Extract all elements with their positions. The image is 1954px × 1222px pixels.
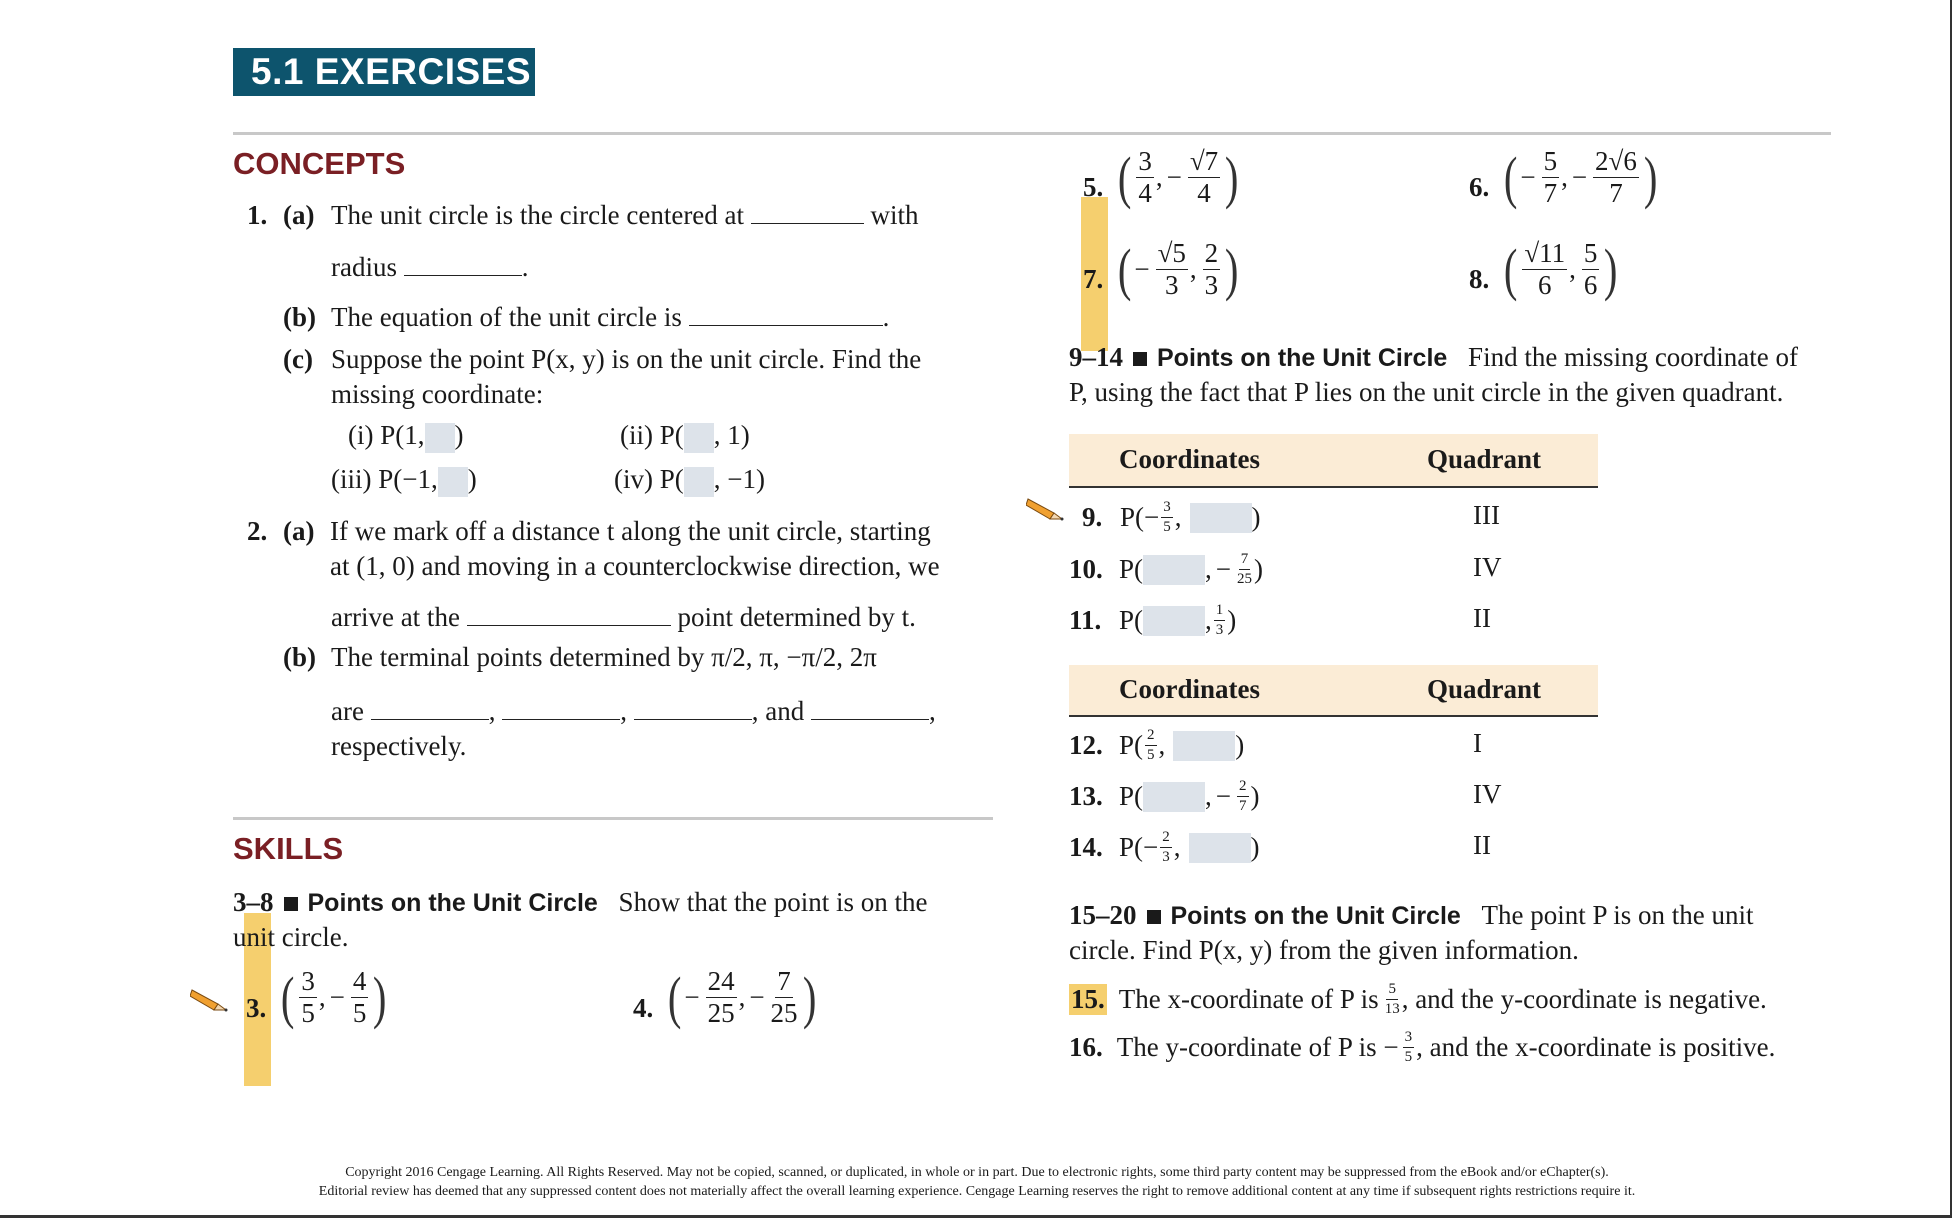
right-paren: ) (802, 964, 816, 1030)
concepts-heading: CONCEPTS (233, 146, 406, 181)
right-paren: ) (1604, 236, 1618, 302)
table-row: 12. P( $\frac{2}{5}$ , ) (1069, 727, 1245, 763)
q2b-text-1: The terminal points determined by π/2, π, −π/2, 2π (331, 642, 877, 672)
q2a-text-3a: arrive at the (331, 602, 460, 632)
column-header-quadrant: Quadrant (1427, 444, 1542, 474)
p15-number: 15. (1071, 984, 1105, 1014)
numerator: √7 (1189, 146, 1219, 176)
answer-box[interactable] (438, 467, 468, 497)
denominator: 3 (1162, 849, 1170, 865)
point-label: P( (1119, 554, 1144, 584)
fraction (1203, 240, 1221, 299)
quadrant-cell: II (1473, 830, 1491, 860)
p7-number: 7. (1083, 264, 1104, 294)
copyright-line-2: Editorial review has deemed that any suppressed content does not materially affect the overall learning experience. Cengage Learning reserves the right to remove additional content at any time if subsequent rights restrictions require it. (318, 1184, 1636, 1199)
square-bullet-icon (1133, 352, 1147, 366)
problem-16 (1069, 1030, 1775, 1065)
denominator: 5 (1147, 747, 1155, 763)
p3-point (278, 964, 390, 1030)
answer-box[interactable] (425, 423, 455, 453)
column-header-coordinates: Coordinates (1119, 444, 1260, 474)
q2b-blank-2[interactable] (502, 697, 620, 720)
q2a-text-1: If we mark off a distance t along the unit circle, starting (330, 516, 931, 546)
table-header (1069, 665, 1598, 717)
denominator: 25 (707, 998, 735, 1028)
numerator: 3 (1403, 1030, 1415, 1048)
numerator: 2 (1237, 779, 1249, 797)
point-label: P( (1120, 502, 1145, 532)
p7-point (1115, 236, 1241, 302)
fraction (299, 968, 317, 1027)
quadrant-cell: IV (1473, 552, 1502, 582)
q1a-label: (a) (283, 200, 315, 230)
left-paren: ( (1503, 236, 1518, 302)
left-paren: ( (1117, 236, 1132, 302)
comma: , (738, 982, 746, 1012)
q2b-blank-1[interactable] (371, 697, 489, 720)
denominator: 6 (1537, 270, 1552, 300)
q1c-iv (614, 464, 765, 497)
minus: − (749, 982, 765, 1012)
p16-text-2: , and the x-coordinate is positive. (1416, 1032, 1776, 1062)
minus: − (1166, 162, 1182, 192)
group-9-14-heading (1069, 342, 1798, 373)
minus: − (1520, 162, 1536, 192)
group-9-14-text-2: P, using the fact that P lies on the unit circle in the given quadrant. (1069, 377, 1784, 407)
minus: − (1571, 162, 1588, 192)
q1c-i-text: (i) P(1, (348, 420, 425, 450)
q2a-text-3b: point determined by t. (677, 602, 916, 632)
q2b-text-3: respectively. (331, 731, 467, 761)
minus: − (1215, 781, 1231, 811)
fraction (1214, 603, 1226, 638)
point-label: P( (1119, 730, 1144, 760)
fraction (706, 968, 737, 1027)
p5-number: 5. (1083, 172, 1104, 202)
fraction (1188, 148, 1220, 207)
denominator: 7 (1543, 178, 1558, 208)
q1c-iv-end: , −1) (713, 464, 765, 494)
q1c-text-1: Suppose the point P(x, y) is on the unit circle. Find the (331, 344, 922, 374)
denominator: 13 (1384, 1001, 1400, 1017)
fraction (1403, 1030, 1415, 1065)
p6-number: 6. (1469, 172, 1490, 202)
pencil-icon[interactable] (1026, 497, 1066, 523)
denominator: 5 (1163, 519, 1171, 535)
answer-box[interactable] (1173, 731, 1235, 761)
fraction (1156, 240, 1188, 299)
q1a-text-1: The unit circle is the circle centered at (331, 200, 745, 230)
point-label: P( (1119, 781, 1144, 811)
table-header (1069, 434, 1598, 488)
numerator: 3 (301, 966, 315, 996)
fraction (1522, 240, 1567, 299)
numerator: 2 (1160, 830, 1172, 848)
fraction (771, 968, 798, 1027)
minus: − (1134, 254, 1150, 284)
numerator: 1 (1214, 603, 1226, 621)
group-9-14-text-1: Find the missing coordinate of (1468, 342, 1799, 372)
comma: , (1155, 162, 1163, 192)
p4-point (665, 964, 819, 1030)
group-3-8-range: 3–8 (233, 887, 274, 917)
point-label: P( (1119, 605, 1144, 635)
point-label: P( (1119, 832, 1144, 862)
p8-point (1501, 236, 1621, 302)
minus: − (684, 982, 700, 1012)
q1c-text-2: missing coordinate: (331, 379, 544, 409)
page-title: 5.1 EXERCISES (233, 48, 535, 96)
denominator: 7 (1609, 178, 1623, 208)
group-15-20-text-1: The point P is on the unit (1481, 900, 1754, 930)
numerator: 5 (1386, 982, 1398, 1000)
top-rule (233, 132, 1831, 135)
numerator: 2 (1204, 238, 1219, 268)
answer-box[interactable] (1189, 833, 1251, 863)
skills-heading: SKILLS (233, 831, 344, 866)
p4-number: 4. (633, 993, 654, 1023)
q1b-label: (b) (283, 302, 316, 332)
answer-box[interactable] (1143, 555, 1205, 585)
q1b-text-main: The equation of the unit circle is (331, 302, 682, 332)
q2a-text-2: at (1, 0) and moving in a counterclockwise direction, we (330, 551, 940, 581)
left-paren: ( (280, 964, 295, 1030)
fraction (1582, 240, 1600, 299)
denominator: 4 (1197, 178, 1211, 208)
answer-box[interactable] (684, 467, 714, 497)
fraction (1160, 830, 1172, 865)
group-15-20-title: Points on the Unit Circle (1170, 902, 1461, 930)
fraction (1145, 728, 1157, 763)
row-number: 9. (1082, 502, 1103, 532)
fraction (1237, 552, 1252, 587)
group-3-8-text-1: Show that the point is on the (618, 887, 928, 917)
answer-box[interactable] (1190, 503, 1252, 533)
q2b-blank-3[interactable] (634, 697, 752, 720)
p5-point (1115, 144, 1241, 210)
table-row: 11. P( , $\frac{1}{3}$ ) (1069, 602, 1237, 638)
table-row: 13. P( , − $\frac{2}{7}$ ) (1069, 778, 1260, 814)
table-row: 9. P( − $\frac{3}{5}$ , ) (1082, 499, 1261, 535)
q1a-radius: radius . (331, 252, 529, 282)
denominator: 3 (1164, 270, 1179, 300)
numerator: 4 (352, 966, 367, 996)
quadrant-cell: III (1473, 500, 1500, 530)
q1a-text-2: with (870, 200, 919, 230)
p6-point (1501, 144, 1660, 210)
numerator: √5 (1157, 238, 1186, 268)
answer-box[interactable] (684, 423, 714, 453)
q1b-text: The equation of the unit circle is . (331, 302, 890, 332)
q1a-blank-radius[interactable] (404, 253, 522, 276)
fraction (1237, 779, 1249, 814)
denominator: 5 (301, 998, 315, 1028)
p15-text-2: , and the y-coordinate is negative. (1401, 984, 1767, 1014)
q1c-iii-close: ) (467, 464, 477, 494)
numerator: 3 (1161, 500, 1173, 518)
q1a-blank-center[interactable] (751, 201, 864, 224)
group-15-20-heading (1069, 900, 1754, 931)
q1c-ii-text: (ii) P( (620, 420, 684, 450)
left-paren: ( (1117, 144, 1132, 210)
denominator: 5 (1404, 1049, 1413, 1065)
left-paren: ( (667, 964, 682, 1030)
p3-number: 3. (246, 993, 267, 1023)
q1c-i-close: ) (454, 420, 464, 450)
denominator: 25 (1237, 571, 1252, 587)
problem-15 (1069, 982, 1767, 1017)
q2a-label: (a) (283, 516, 315, 546)
minus: − (1143, 832, 1159, 862)
right-paren: ) (1225, 236, 1239, 302)
q2a-blank[interactable] (467, 603, 671, 626)
comma: , (1189, 254, 1197, 284)
q1c-ii-end: , 1) (713, 420, 750, 450)
fraction (1161, 500, 1173, 535)
right-paren: ) (1643, 144, 1658, 210)
row-number: 14. (1069, 832, 1103, 862)
p16-text-1: The y-coordinate of P is − (1116, 1032, 1399, 1062)
minus: − (1215, 554, 1231, 584)
numerator: 5 (1583, 238, 1598, 268)
row-number: 11. (1069, 605, 1102, 635)
answer-box[interactable] (1143, 606, 1205, 636)
denominator: 3 (1204, 270, 1219, 300)
pencil-icon[interactable] (190, 988, 230, 1014)
q2a-text-3 (331, 602, 916, 633)
p16-number: 16. (1069, 1032, 1103, 1062)
answer-box[interactable] (1143, 782, 1205, 812)
p8-number: 8. (1469, 264, 1490, 294)
q1c-iii-text: (iii) P(−1, (331, 464, 438, 494)
group-15-20-text-2: circle. Find P(x, y) from the given information. (1069, 935, 1579, 965)
denominator: 3 (1215, 622, 1224, 638)
left-paren: ( (1503, 144, 1518, 210)
q2-number: 2. (247, 516, 268, 546)
denominator: 25 (770, 998, 798, 1028)
numerator: √11 (1524, 238, 1566, 268)
denominator: 7 (1239, 798, 1247, 814)
table-row: 14. P( − $\frac{2}{3}$ , ) (1069, 829, 1260, 865)
q1c-iv-text: (iv) P( (614, 464, 684, 494)
denominator: 5 (352, 998, 367, 1028)
q2b-and: , and (751, 696, 805, 726)
row-number: 12. (1069, 730, 1103, 760)
comma: , (1561, 162, 1568, 192)
denominator: 6 (1583, 270, 1598, 300)
square-bullet-icon (1147, 910, 1161, 924)
q2b-label: (b) (283, 642, 316, 672)
right-paren: ) (1225, 144, 1239, 210)
numerator: 7 (1239, 552, 1251, 570)
group-3-8-title: Points on the Unit Circle (307, 889, 598, 917)
right-paren: ) (373, 964, 387, 1030)
numerator: 2 (1145, 728, 1157, 746)
quadrant-cell: I (1473, 728, 1482, 758)
column-header-quadrant: Quadrant (1427, 674, 1542, 704)
q2b-blank-4[interactable] (811, 697, 929, 720)
fraction (351, 968, 369, 1027)
skills-rule (233, 817, 993, 820)
q1c-i (348, 420, 464, 453)
q1c-label: (c) (283, 344, 313, 374)
comma: , (318, 982, 326, 1012)
q1-number: 1. (247, 200, 268, 230)
quadrant-cell: II (1473, 603, 1491, 633)
numerator: 3 (1138, 146, 1152, 176)
q1c-iii (331, 464, 477, 497)
fraction (1136, 148, 1154, 207)
q2b-are: are (331, 696, 364, 726)
numerator: 5 (1543, 146, 1558, 176)
minus: − (1144, 502, 1160, 532)
q1a-radius-label: radius (331, 252, 397, 282)
p15-text-1: The x-coordinate of P is (1118, 984, 1379, 1014)
row-number: 10. (1069, 554, 1103, 584)
numerator: 7 (777, 966, 791, 996)
group-9-14-title: Points on the Unit Circle (1157, 344, 1448, 372)
fraction (1385, 982, 1400, 1017)
quadrant-cell: IV (1473, 779, 1502, 809)
comma: , (1569, 254, 1576, 284)
group-9-14-range: 9–14 (1069, 342, 1123, 372)
copyright-line-1: Copyright 2016 Cengage Learning. All Rights Reserved. May not be copied, scanned, or duplicated, in whole or in part. Due to electronic rights, some third party content may be suppressed from the eBook and/or eChapter(s). (345, 1165, 1609, 1180)
table-row: 10. P( , − $\frac{7}{25}$ ) (1069, 551, 1263, 587)
group-15-20-range: 15–20 (1069, 900, 1137, 930)
q1c-ii (620, 420, 750, 453)
denominator: 4 (1138, 178, 1152, 208)
group-3-8-heading (233, 887, 928, 918)
q1b-blank[interactable] (689, 303, 883, 326)
column-header-coordinates: Coordinates (1119, 674, 1260, 704)
row-number: 13. (1069, 781, 1103, 811)
q2b-text-2: are , , , and , (331, 696, 936, 726)
fraction (1542, 148, 1560, 207)
numerator: 24 (707, 966, 735, 996)
q1a-text (331, 200, 919, 231)
fraction (1593, 148, 1639, 207)
square-bullet-icon (284, 897, 298, 911)
numerator: 2√6 (1595, 146, 1637, 176)
minus: − (329, 982, 345, 1012)
group-3-8-text-2: unit circle. (233, 922, 349, 952)
